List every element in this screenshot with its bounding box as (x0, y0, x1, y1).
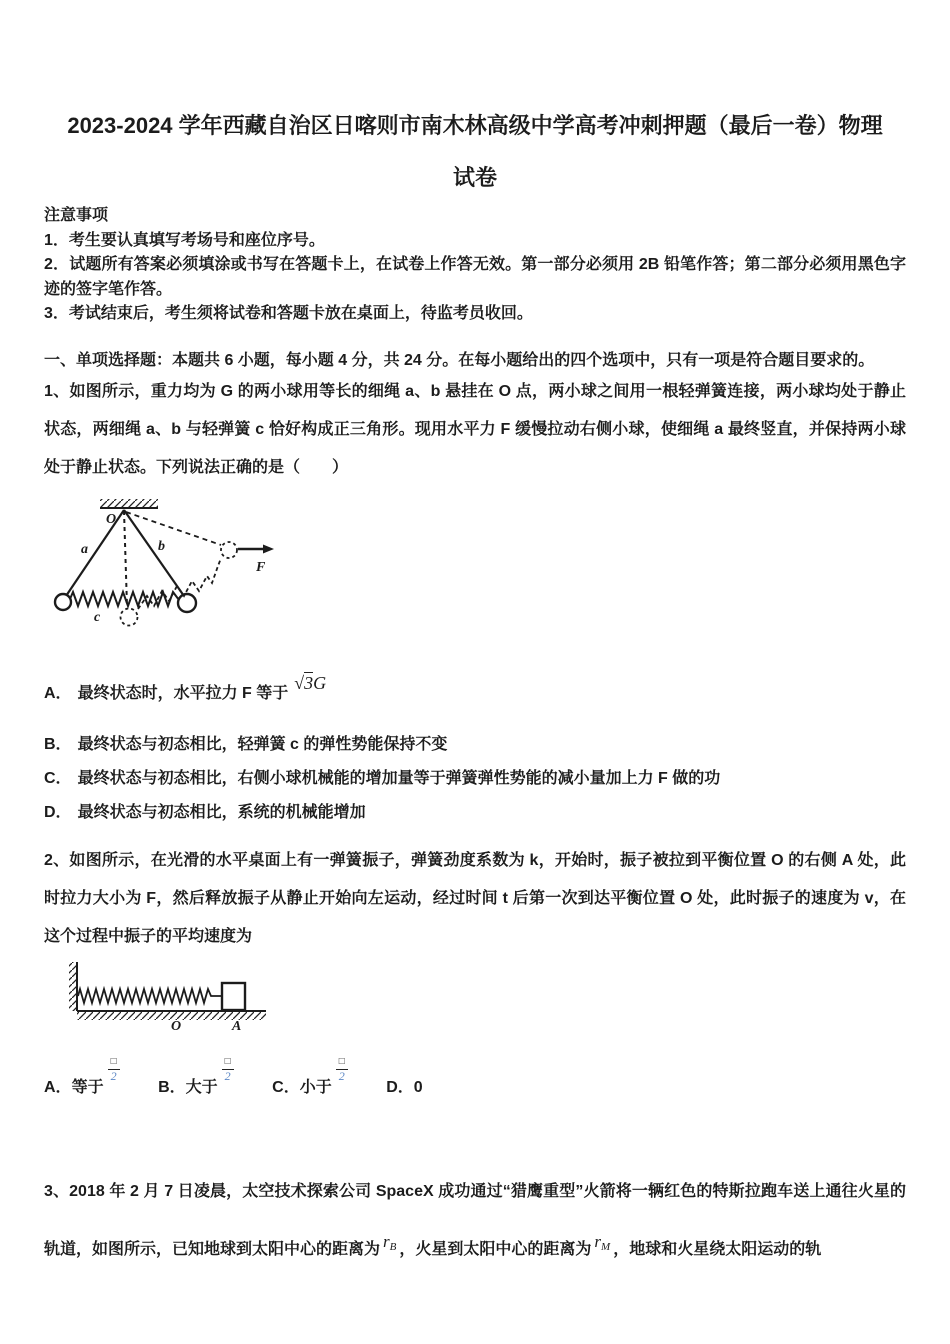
oscillator-block (222, 983, 245, 1010)
left-ball (55, 594, 71, 610)
q1-option-b-label: B． (44, 735, 72, 753)
math-r-sub-B: $r_B$ (383, 1231, 397, 1253)
label-O: O (171, 1018, 182, 1034)
label-a: a (81, 541, 88, 557)
dashed-string-a-final (124, 511, 127, 606)
page-title (44, 100, 906, 204)
q2-option-c: C．小于 $\frac{□}{2}$ (272, 1079, 352, 1096)
q1-option-a-label: A． (44, 684, 72, 702)
notice-item-1: 1．考生要认真填写考场号和座位序号。 (44, 231, 325, 249)
dashed-string-b-final (126, 512, 221, 545)
notice-item-2: 2．试题所有答案必须填涂或书写在答题卡上，在试卷上作答无效。第一部分必须用 2B 铅笔作答；第二部分必须用黑色字迹的签字笔作答。 (44, 256, 906, 298)
spring-c (70, 592, 179, 606)
question-2-figure (44, 956, 274, 1036)
notice-item-3: 3．考试结束后，考生须将试卷和答题卡放在桌面上，待监考员收回。 (44, 305, 533, 322)
q1-option-b (44, 728, 906, 762)
q1-option-c (44, 762, 906, 796)
fraction-box-over-2: $\frac{□}{2}$ (108, 1056, 120, 1083)
right-ball (178, 594, 196, 612)
q2-option-b: B．大于 $\frac{□}{2}$ (158, 1079, 238, 1096)
question-2-stem: 2、如图所示，在光滑的水平桌面上有一弹簧振子，弹簧劲度系数为 k，开始时，振子被拉到平衡位置 O 的右侧 A 处，此时拉力大小为 F，然后释放振子从静止开始向左运动，经过时间 t 后第一次到达平衡位置 O 处，此时振子的速度为 v，在这个过程中振子的平均速度为 (44, 851, 906, 945)
label-O: O (106, 511, 117, 527)
sqrt-3G-expression: √3G (294, 672, 327, 693)
question-1-stem: 1、如图所示，重力均为 G 的两小球用等长的细绳 a、b 悬挂在 O 点，两小球之间用一根轻弹簧连接，两小球均处于静止状态，两细绳 a、b 与轻弹簧 c 恰好构成正三角形。现用水平力 F 缓慢拉动右侧小球，使细绳 a 最终竖直，并保持两小球处于静止状态。下列说法正确的是（ ） (44, 382, 906, 476)
label-c: c (94, 609, 101, 625)
force-arrow-head (263, 544, 274, 553)
dashed-bottom-ball (121, 608, 138, 625)
page-title-line2: 试卷 (452, 165, 497, 190)
q3-text-2: ，火星到太阳中心的距离为 (399, 1240, 592, 1258)
question-2-options (44, 1056, 906, 1105)
notice-section (44, 204, 906, 327)
fraction-box-over-2: $\frac{□}{2}$ (222, 1056, 234, 1083)
ceiling-hatch (100, 499, 158, 508)
dashed-right-ball (221, 542, 237, 558)
section-1-heading: 一、单项选择题：本题共 6 小题，每小题 4 分，共 24 分。在每小题给出的四个选项中，只有一项是符合题目要求的。 (44, 351, 875, 369)
notice-heading: 注意事项 (44, 207, 109, 224)
q1-option-a (44, 665, 906, 712)
page-title-line1: 2023-2024 学年西藏自治区日喀则市南木林高级中学高考冲刺押题（最后一卷）物理 (67, 113, 883, 138)
spring (78, 989, 222, 1003)
q3-text-3: ，地球和火星绕太阳运动的轨 (613, 1240, 822, 1258)
label-b: b (158, 538, 165, 554)
q1-option-b-text: 最终状态与初态相比，轻弹簧 c 的弹性势能保持不变 (77, 735, 448, 753)
label-A: A (232, 1018, 242, 1034)
string-b (124, 510, 184, 596)
q1-option-a-text: 最终状态时，水平拉力 F 等于 (77, 684, 289, 702)
question-3-stem (44, 1167, 906, 1275)
q1-option-d-label: D． (44, 803, 72, 821)
q2-option-d: D．0 (386, 1078, 423, 1096)
wall-hatch (69, 962, 77, 1011)
q1-option-d (44, 796, 906, 830)
q2-option-a: A．等于 $\frac{□}{2}$ (44, 1079, 124, 1096)
fraction-box-over-2: $\frac{□}{2}$ (336, 1056, 348, 1083)
question-1-figure (44, 487, 294, 637)
q1-option-c-label: C． (44, 769, 72, 787)
label-F: F (256, 559, 266, 575)
q3-text-1: 3、2018 年 2 月 7 日凌晨，太空技术探索公司 SpaceX 成功通过“猎鹰重型”火箭将一辆红色的特斯拉跑车送上通往火星的轨道，如图所示，已知地球到太阳中心的距离为 (44, 1182, 906, 1258)
math-r-sub-M: $r_M$ (594, 1231, 611, 1253)
question-1-options (44, 665, 906, 830)
q1-option-c-text: 最终状态与初态相比，右侧小球机械能的增加量等于弹簧弹性势能的减小量加上力 F 做的功 (77, 769, 721, 787)
q1-option-d-text: 最终状态与初态相比，系统的机械能增加 (77, 803, 366, 821)
